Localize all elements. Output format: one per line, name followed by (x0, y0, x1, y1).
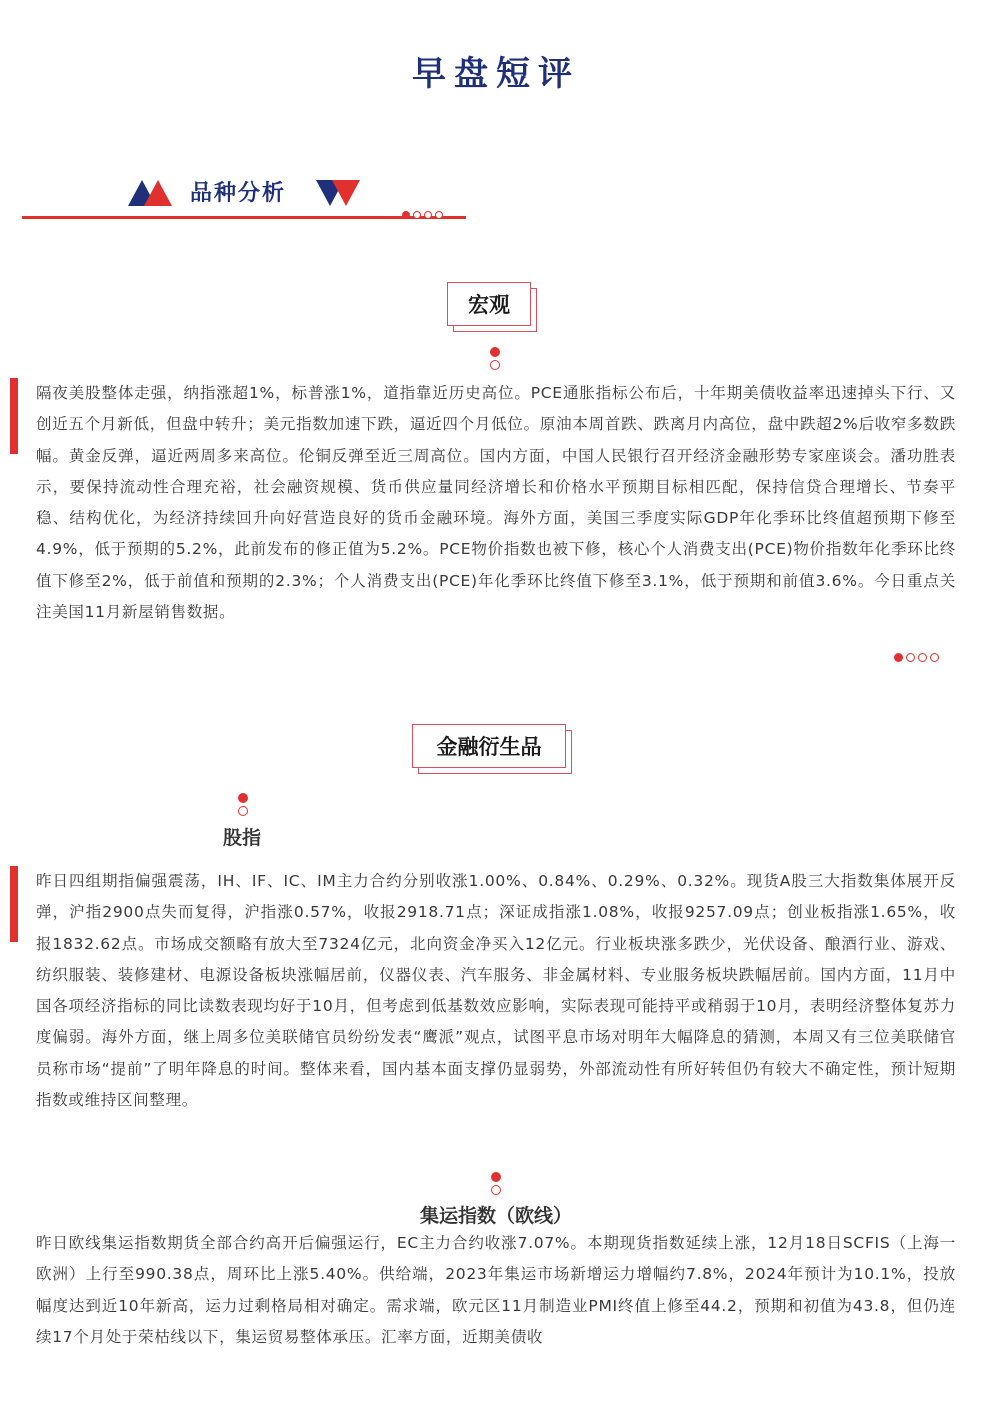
triangle-logo-icon (128, 180, 172, 206)
index-futures-heading: 股指 (223, 827, 262, 849)
section-divider (22, 216, 466, 219)
macro-paragraph: 隔夜美股整体走强，纳指涨超1%，标普涨1%，道指靠近历史高位。PCE通胀指标公布后，十年期美债收益率迅速掉头下行、又创近五个月新低，但盘中转升；美元指数加速下跌，逼近四个月低位。原油本周首跌、跌离月内高位，盘中跌超2%后收窄多数跌幅。黄金反弹，逼近两周多来高位。伦铜反弹至近三周高位。国内方面，中国人民银行召开经济金融形势专家座谈会。潘功胜表示，要保持流动性合理充裕，社会融资规模、货币供应量同经济增长和价格水平预期目标相匹配，保持信贷合理增长、节奏平稳、结构优化，为经济持续回升向好营造良好的货币金融环境。海外方面，美国三季度实际GDP年化季环比终值超预期下修至4.9%，低于预期的5.2%，此前发布的修正值为5.2%。PCE物价指数也被下修，核心个人消费支出(PCE)物价指数年化季环比终值下修至2%，低于前值和预期的2.3%；个人消费支出(PCE)年化季环比终值下修至3.1%，低于预期和前值3.6%。今日重点关注美国11月新屋销售数据。 (36, 384, 956, 622)
container-shipping-paragraph: 昨日欧线集运指数期货全部合约高开后偏强运行，EC主力合约收涨7.07%。本期现货指数延续上涨，12月18日SCFIS（上海一欧洲）上行至990.38点，周环比上涨5.40%。供给端，2023年集运市场新增运力增幅约7.8%，2024年预计为10.1%，投放幅度达到近10年新高，运力过剩格局相对确定。需求端，欧元区11月制造业PMI终值上修至44.2，预期和初值为43.8，但仍连续17个月处于荣枯线以下，集运贸易整体承压。汇率方面，近期美债收 (36, 1234, 956, 1346)
section-label: 品种分析 (190, 181, 287, 206)
page-title: 早盘短评 (412, 54, 580, 94)
decorative-dots (402, 211, 443, 219)
macro-heading: 宏观 (447, 282, 531, 326)
index-futures-paragraph: 昨日四组期指偏强震荡，IH、IF、IC、IM主力合约分别收涨1.00%、0.84%、0.29%、0.32%。现货A股三大指数集体展开反弹，沪指2900点失而复得，沪指涨0.57%，收报2918.71点；深证成指涨1.08%，收报9257.09点；创业板指涨1.65%，收报1832.62点。市场成交额略有放大至7324亿元，北向资金净买入12亿元。行业板块涨多跌少，光伏设备、酿酒行业、游戏、纺织服装、装修建材、电源设备板块涨幅居前，仪器仪表、汽车服务、非金属材料、专业服务板块跌幅居前。国内方面，11月中国各项经济指标的同比读数表现均好于10月，但考虑到低基数效应影响，实际表现可能持平或稍弱于10月，表明经济整体复苏力度偏弱。海外方面，继上周多位美联储官员纷纷发表“鹰派”观点，试图平息市场对明年大幅降息的猜测，本周又有三位美联储官员称市场“提前”了明年降息的时间。整体来看，国内基本面支撑仍显弱势，外部流动性有所好转但仍有较大不确定性，预计短期指数或维持区间整理。 (36, 872, 956, 1110)
accent-bar (10, 378, 18, 454)
triangle-logo-icon (316, 180, 360, 206)
decorative-dots (491, 1172, 501, 1195)
derivatives-heading: 金融衍生品 (412, 724, 566, 768)
decorative-dots (238, 793, 248, 816)
section-header (128, 176, 368, 210)
decorative-dots (490, 347, 500, 370)
container-shipping-heading: 集运指数（欧线） (419, 1205, 572, 1227)
decorative-dots (894, 653, 939, 662)
accent-bar (10, 866, 18, 942)
